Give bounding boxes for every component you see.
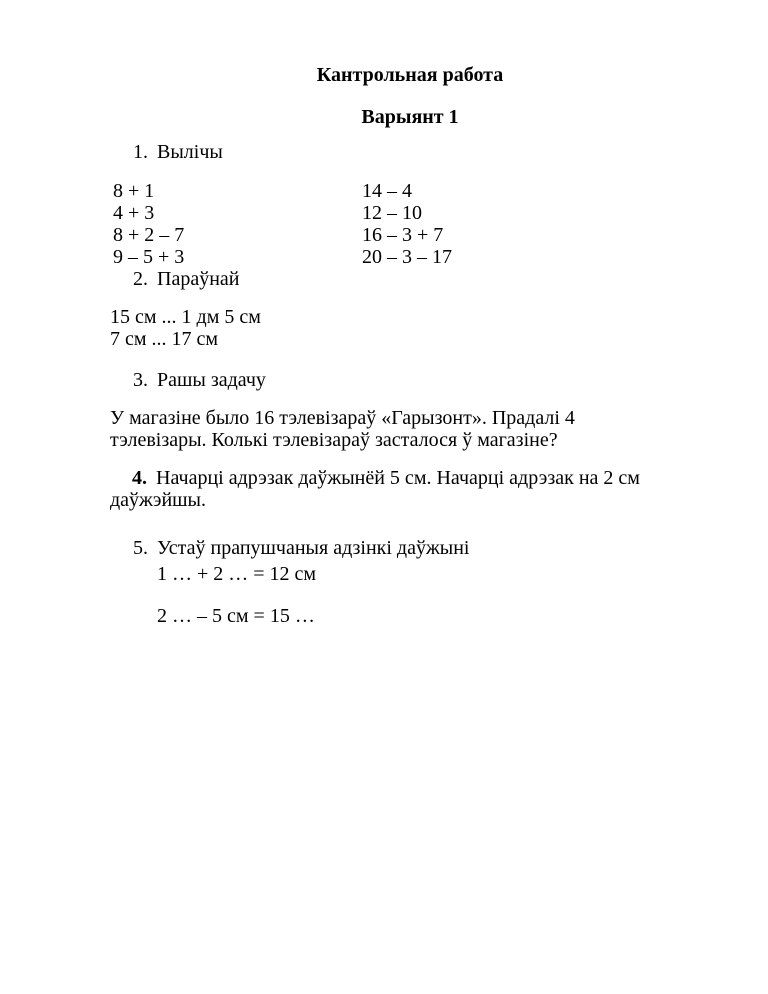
comparisons-block: [110, 306, 710, 350]
expression: 4 + 3: [113, 202, 155, 224]
task-2-number: 2.: [133, 268, 148, 290]
task-4-number: 4.: [132, 467, 147, 489]
task-3-label: Рашы задачу: [157, 369, 266, 391]
expression: 12 – 10: [362, 202, 422, 224]
task-4-paragraph: [110, 467, 710, 511]
expressions-left-column: [113, 180, 362, 268]
task-2-label: Параўнай: [157, 268, 240, 290]
comparison-line: 15 см ... 1 дм 5 см: [110, 306, 261, 328]
expression: 8 + 1: [113, 180, 155, 202]
task-2-heading: [110, 268, 710, 290]
task-3-number: 3.: [133, 369, 148, 391]
expression: 8 + 2 – 7: [113, 224, 185, 246]
task-5-label: Устаў прапушчаныя адзінкі даўжыні: [157, 537, 470, 559]
document-title: Кантрольная работа: [316, 64, 504, 86]
task-3-problem-text: [110, 407, 710, 451]
comparison-line: 7 см ... 17 см: [110, 328, 219, 350]
equation-line: 2 … – 5 см = 15 …: [157, 605, 315, 627]
task-5-equations: [110, 563, 710, 627]
task-4-first-line: [110, 467, 710, 489]
task-4-text: Начарці адрэзак даўжынёй 5 см. Начарці адрэзак на 2 см: [156, 467, 640, 489]
problem-text-line: тэлевізары. Колькі тэлевізараў засталося ў магазіне?: [110, 429, 558, 451]
expressions-right-column: [362, 180, 452, 268]
task-4-second-line: даўжэйшы.: [110, 489, 206, 511]
expression: 20 – 3 – 17: [362, 246, 452, 268]
task-1-number: 1.: [133, 141, 148, 163]
task-5-number: 5.: [133, 537, 148, 559]
equation-line: 1 … + 2 … = 12 см: [157, 563, 317, 585]
expressions-block: [110, 180, 710, 268]
task-1-label: Вылічы: [157, 141, 223, 163]
expression: 9 – 5 + 3: [113, 246, 185, 268]
task-5-heading: [110, 537, 710, 559]
expression: 14 – 4: [362, 180, 412, 202]
task-3-heading: [110, 369, 710, 391]
variant-heading: Варыянт 1: [361, 106, 459, 128]
task-1-heading: [110, 141, 710, 163]
problem-text-line: У магазіне было 16 тэлевізараў «Гарызонт». Прадалі 4: [110, 407, 575, 429]
expression: 16 – 3 + 7: [362, 224, 444, 246]
